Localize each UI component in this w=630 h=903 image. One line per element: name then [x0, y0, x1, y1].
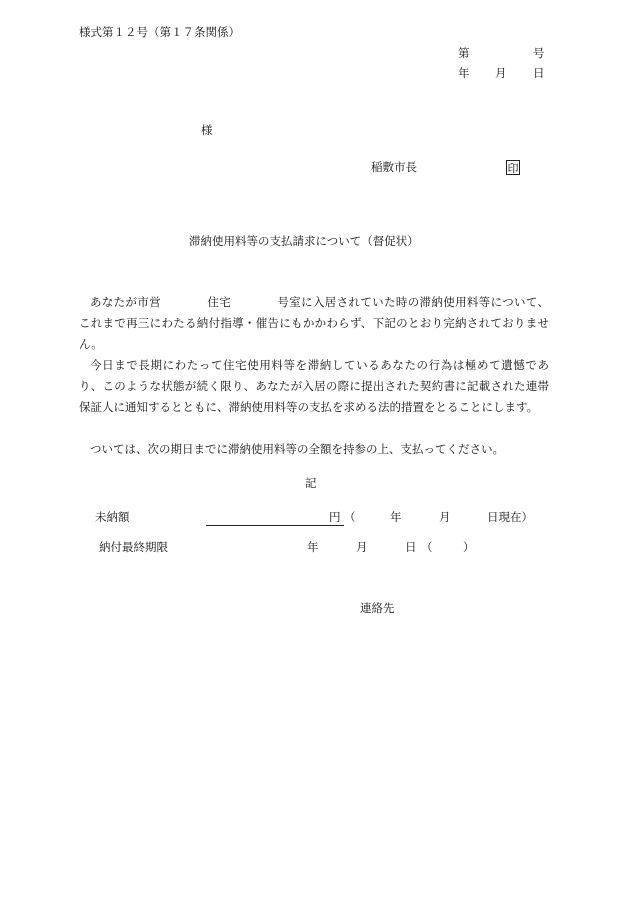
paragraph-1-part-c: 号室に入居されていた時の滞納使用料等について、これまで再三にわたる納付指導・催告にもかかわらず、下記のとおり完納されておりません。 — [79, 295, 550, 351]
weekday-paren-close: ） — [463, 540, 475, 554]
notation-ki: 記 — [305, 476, 317, 490]
payment-deadline-label: 納付最終期限 — [99, 540, 168, 554]
deadline-day-label: 日 — [405, 540, 417, 554]
date-month-label: 月 — [495, 66, 507, 80]
date-day-label: 日 — [533, 66, 545, 80]
paragraph-3: ついては、次の期日までに滞納使用料等の全額を持参の上、支払ってください。 — [90, 442, 504, 456]
form-number: 様式第１２号（第１７条関係） — [79, 25, 240, 39]
as-of-year-label: 年 — [390, 510, 402, 524]
date-year-label: 年 — [458, 66, 470, 80]
sender-title: 稲敷市長 — [371, 160, 417, 174]
seal-stamp: 印 — [507, 162, 519, 175]
document-subject: 滞納使用料等の支払請求について（督促状） — [189, 234, 419, 248]
yen-label: 円 — [329, 510, 341, 524]
paragraph-1 — [79, 292, 549, 355]
unpaid-amount-label: 未納額 — [95, 510, 130, 524]
as-of-day-label: 日現在） — [487, 510, 533, 524]
as-of-month-label: 月 — [439, 510, 451, 524]
paragraph-2: 今日まで長期にわたって住宅使用料等を滞納しているあなたの行為は極めて遺憾であり、このような状態が続く限り、あなたが入居の際に提出された契約書に記載された連帯保証人に通知するとともに、滞納使用料等の支払を求める法的措置をとることにします。 — [79, 358, 549, 414]
paragraph-1-part-a: あなたが市営 — [90, 295, 162, 309]
deadline-month-label: 月 — [356, 540, 368, 554]
number-prefix: 第 — [458, 46, 470, 60]
weekday-paren-open: （ — [421, 540, 433, 554]
as-of-paren-open: （ — [344, 510, 356, 524]
addressee-honorific: 様 — [201, 123, 213, 137]
deadline-year-label: 年 — [307, 540, 319, 554]
unpaid-amount-field — [206, 525, 344, 526]
number-suffix: 号 — [533, 46, 545, 60]
paragraph-1-part-b: 住宅 — [207, 295, 232, 309]
contact-label: 連絡先 — [360, 601, 395, 615]
